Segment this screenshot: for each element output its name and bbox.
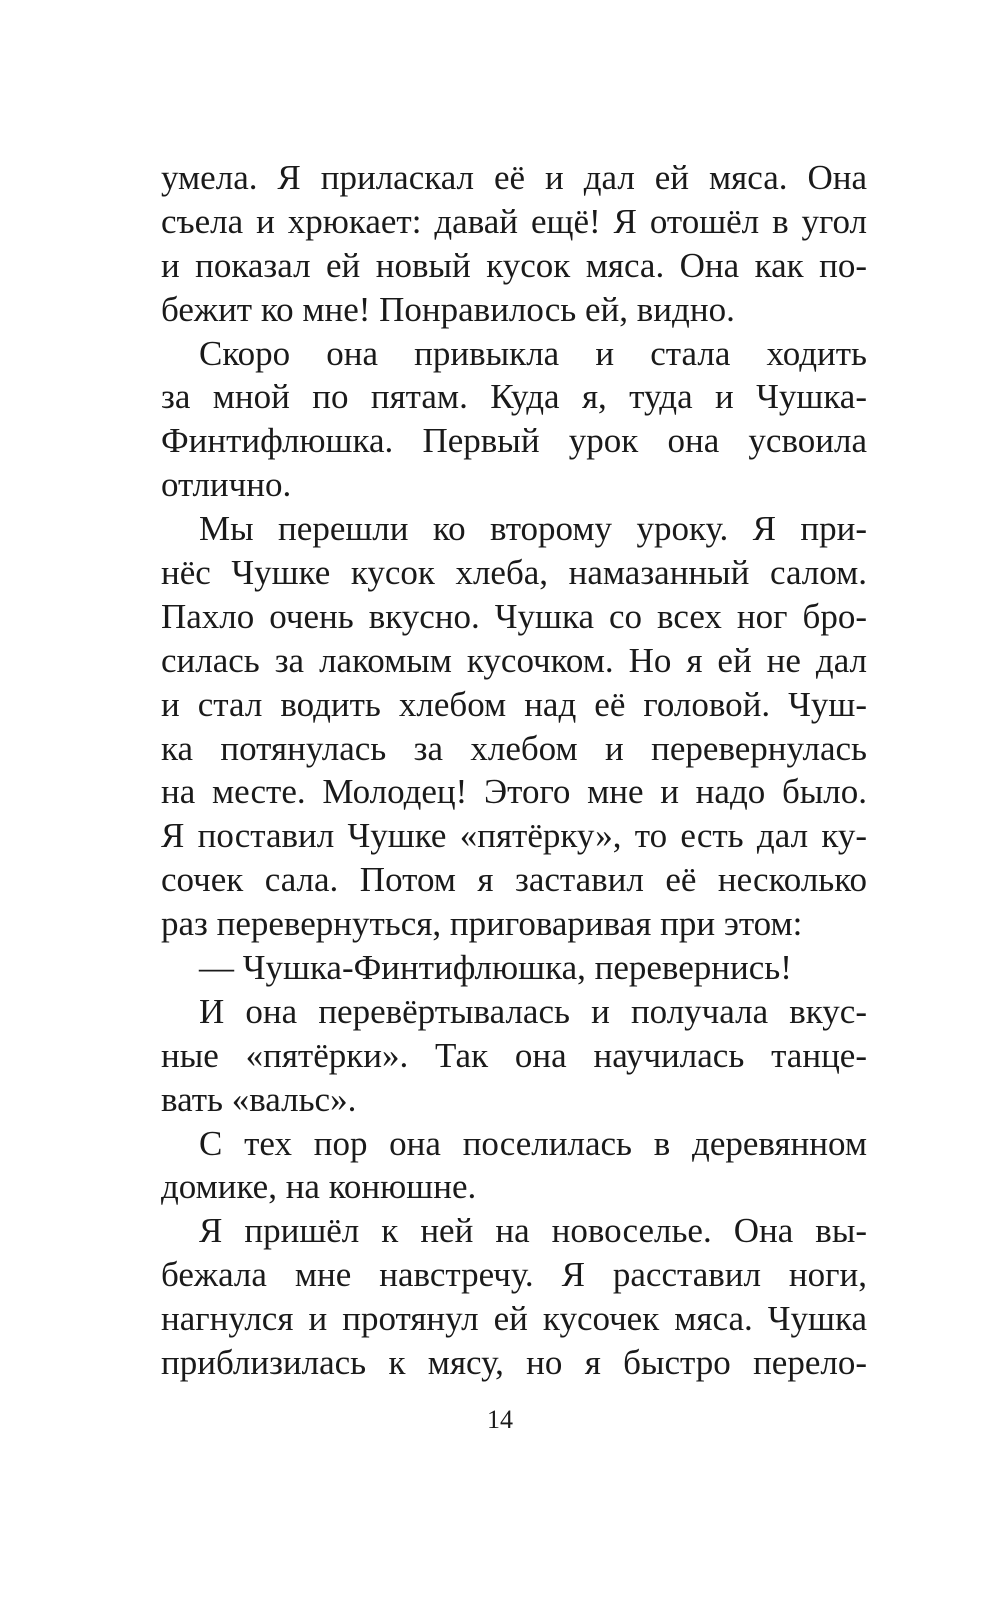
paragraph — [161, 156, 867, 332]
body-text — [161, 156, 867, 1385]
text-line: за мной по пятам. Куда я, туда и Чушка- — [161, 377, 867, 417]
paragraph — [161, 990, 867, 1122]
text-line: приблизилась к мясу, но я быстро перело- — [161, 1343, 867, 1383]
text-line: С тех пор она поселилась в деревянном — [199, 1123, 867, 1163]
text-line: Пахло очень вкусно. Чушка со всех ног бро- — [161, 596, 867, 636]
page-number: 14 — [487, 1405, 513, 1434]
text-line: съела и хрюкает: давай ещё! Я отошёл в угол — [161, 201, 867, 241]
text-line: умела. Я приласкал её и дал ей мяса. Она — [161, 158, 867, 197]
text-line: отлично. — [161, 465, 292, 505]
dialogue-paragraph — [161, 946, 867, 990]
text-line: и показал ей новый кусок мяса. Она как по- — [161, 245, 867, 285]
text-line: бежит ко мне! Понравилось ей, видно. — [161, 289, 735, 329]
text-line: И она перевёртывалась и получала вкус- — [199, 991, 867, 1031]
text-line: Мы перешли ко второму уроку. Я при- — [199, 509, 867, 549]
text-line: нагнулся и протянул ей кусочек мяса. Чушка — [161, 1299, 867, 1339]
text-line: домике, на конюшне. — [161, 1167, 477, 1207]
text-line: — Чушка-Финтифлюшка, перевернись! — [199, 948, 792, 988]
paragraph — [161, 507, 867, 946]
text-line: Я пришёл к ней на новоселье. Она вы- — [199, 1211, 867, 1251]
paragraph — [161, 1122, 867, 1210]
text-line: Скоро она привыкла и стала ходить — [199, 333, 867, 373]
text-line: вать «вальс». — [161, 1079, 357, 1119]
text-line: сочек сала. Потом я заставил её несколько — [161, 860, 867, 900]
text-line: силась за лакомым кусочком. Но я ей не дал — [161, 640, 867, 680]
text-line: и стал водить хлебом над её головой. Чуш- — [161, 684, 867, 724]
text-line: ка потянулась за хлебом и перевернулась — [161, 728, 867, 768]
paragraph — [161, 332, 867, 508]
text-line: Финтифлюшка. Первый урок она усвоила — [161, 421, 867, 461]
text-line: на месте. Молодец! Этого мне и надо было. — [161, 772, 867, 812]
paragraph — [161, 1209, 867, 1385]
text-line: бежала мне навстречу. Я расставил ноги, — [161, 1255, 867, 1295]
text-line: ные «пятёрки». Так она научилась танце- — [161, 1035, 867, 1075]
text-line: нёс Чушке кусок хлеба, намазанный салом. — [161, 553, 867, 593]
text-line: Я поставил Чушке «пятёрку», то есть дал ку- — [161, 816, 867, 856]
text-line: раз перевернуться, приговаривая при этом: — [161, 904, 803, 944]
